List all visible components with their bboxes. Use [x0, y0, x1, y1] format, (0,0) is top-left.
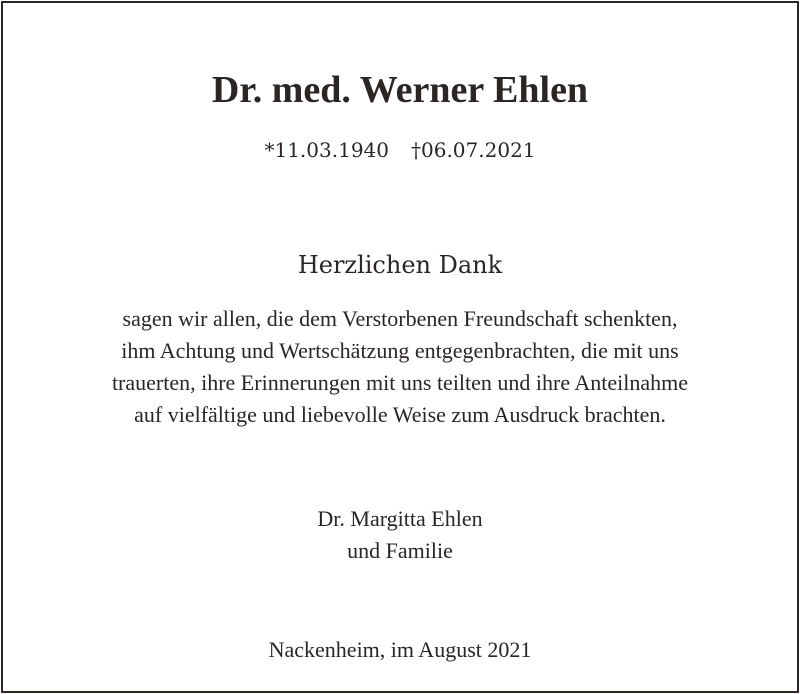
signature-line: und Familie — [347, 538, 453, 563]
thanks-line: ihm Achtung und Wertschätzung entgegenbrachten, die mit uns — [121, 338, 679, 363]
thanks-line: auf vielfältige und liebevolle Weise zum Ausdruck brachten. — [134, 402, 666, 427]
death-date: †06.07.2021 — [411, 138, 536, 162]
deceased-name: Dr. med. Werner Ehlen — [211, 69, 589, 111]
place-and-date: Nackenheim, im August 2021 — [268, 637, 532, 662]
signature-line: Dr. Margitta Ehlen — [317, 506, 483, 531]
thanks-line: trauerten, ihre Erinnerungen mit uns teilten und ihre Anteilnahme — [111, 370, 689, 395]
thanks-text — [3, 303, 797, 431]
obituary-notice — [1, 1, 799, 693]
thanks-heading: Herzlichen Dank — [297, 251, 503, 279]
signature — [3, 503, 797, 567]
birth-date: *11.03.1940 — [264, 138, 389, 162]
life-dates — [3, 137, 797, 163]
thanks-line: sagen wir allen, die dem Verstorbenen Freundschaft schenkten, — [122, 306, 678, 331]
